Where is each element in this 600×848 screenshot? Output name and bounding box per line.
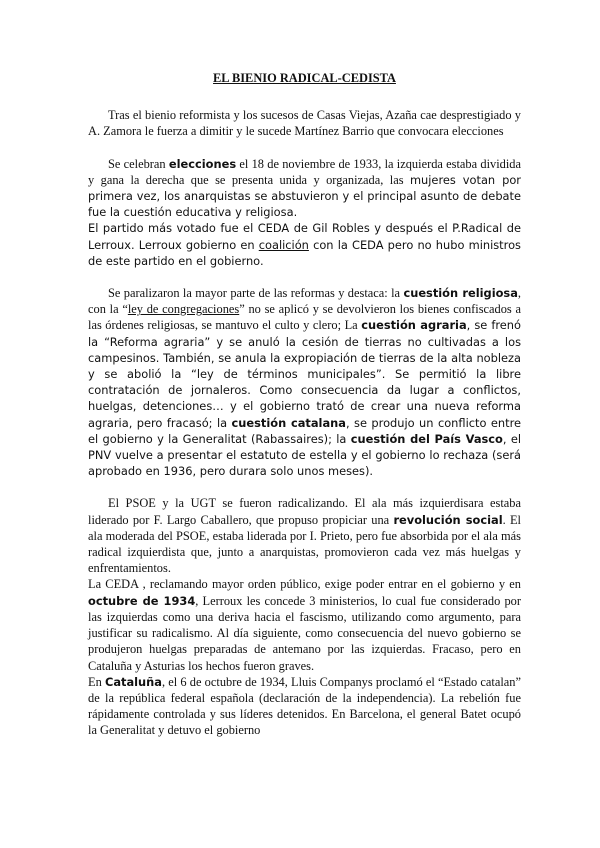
document-body bbox=[88, 70, 521, 739]
keyword-cuestion-catalana: cuestión catalana bbox=[231, 415, 346, 430]
text: En bbox=[88, 674, 105, 689]
keyword-coalicion: coalición bbox=[258, 237, 309, 252]
keyword-cataluna: Cataluña bbox=[104, 674, 162, 689]
text: con la CEDA pero no hubo ministros de este partido en el gobierno. bbox=[88, 237, 521, 268]
keyword-octubre-1934: octubre de 1934 bbox=[88, 593, 196, 608]
page-title: EL BIENIO RADICAL-CEDISTA bbox=[213, 71, 396, 85]
paragraph-ceda bbox=[88, 576, 521, 673]
keyword-cuestion-religiosa: cuestión religiosa bbox=[403, 286, 518, 301]
text: , con la “ bbox=[88, 286, 522, 317]
paragraph-psoe bbox=[88, 495, 521, 576]
keyword-cuestion-pais-vasco: cuestión del País Vasco bbox=[350, 431, 503, 446]
text: La CEDA , reclamando mayor orden público, exige poder entrar en el gobierno y en bbox=[88, 577, 521, 592]
text: , el PNV vuelve a presentar el estatuto de estella y el gobierno lo rechaza (será aprobado en 1936, pero durara solo unos meses). bbox=[88, 431, 522, 479]
text: , Lerroux les concede 3 ministerios, lo cual fue considerado por las izquierdas como una deriva hacia el fascismo, utilizando como argumento, para justificar su radicalismo. Al día siguiente, como consecuencia del nuevo gobierno se produjeron huelgas preparadas de antemano por las izquierdas. Fracaso, pero en Cataluña y Asturias los hechos fueron graves. bbox=[88, 593, 521, 673]
text: El PSOE y la UGT se fueron radicalizando. El ala más izquierdisara estaba liderado por F. Largo Caballero, que propuso propiciar una bbox=[88, 496, 521, 527]
paragraph-cataluna bbox=[88, 674, 521, 739]
text: el 18 de noviembre de 1933, la izquierda estaba dividida y gana la derecha que se presenta unida y organizada, las bbox=[88, 156, 521, 187]
keyword-revolucion-social: revolución social bbox=[393, 512, 503, 527]
text: , se frenó la “Reforma agraria” y se anuló la cesión de tierras no cultivadas a los campesinos. También, se anula la expropiación de tierras de la alta nobleza y se abolió la “ley de términos municipales”. Se permitió la libre contratación de jornaleros. Como consecuencia da lugar a conflictos, huelgas, detenciones… y el gobierno trató de crear una nueva reforma agraria, pero fracasó; la bbox=[88, 318, 521, 430]
paragraph-reformas bbox=[88, 285, 521, 479]
text: El partido más votado fue el CEDA de Gil Robles y después el P.Radical de Lerroux. Lerroux gobierno en bbox=[88, 221, 521, 252]
text: Se celebran bbox=[108, 156, 169, 171]
text: , el 6 de octubre de 1934, Lluis Companys proclamó el “Estado catalan” de la república federal española (declaración de la independencia). La rebelión fue rápidamente controlada y sus líderes detenidos. En Barcelona, el general Batet ocupó la Generalitat y detuvo el gobierno bbox=[88, 674, 521, 738]
keyword-elecciones: elecciones bbox=[168, 156, 237, 171]
text: Se paralizaron la mayor parte de las reformas y destaca: la bbox=[108, 286, 404, 301]
keyword-ley-congregaciones: ley de congregaciones bbox=[127, 302, 240, 317]
keyword-cuestion-agraria: cuestión agraria bbox=[361, 318, 467, 333]
text: mujeres votan por primera vez, los anarquistas se abstuvieron y el principal asunto de debate fue la cuestión educativa y religiosa. bbox=[88, 172, 521, 220]
text: ” no se aplicó y se devolvieron los bienes confiscados a las órdenes religiosas, se mantuvo el culto y clero; La bbox=[88, 302, 521, 333]
paragraph-partido bbox=[88, 220, 521, 269]
intro-text: Tras el bienio reformista y los sucesos de Casas Viejas, Azaña cae desprestigiado y A. Zamora le fuerza a dimitir y le sucede Martínez Barrio que convocara elecciones bbox=[88, 108, 521, 139]
paragraph-intro bbox=[88, 107, 521, 139]
paragraph-elecciones bbox=[88, 156, 521, 221]
text: , se produjo un conflicto entre el gobierno y la Generalitat (Rabassaires); la bbox=[88, 415, 522, 446]
text: . El ala moderada del PSOE, estaba liderada por I. Prieto, pero fue absorbida por el ala más radical izquierdista que, junto a anarquistas, promovieron cada vez más huelgas y enfrentamientos. bbox=[88, 512, 521, 576]
